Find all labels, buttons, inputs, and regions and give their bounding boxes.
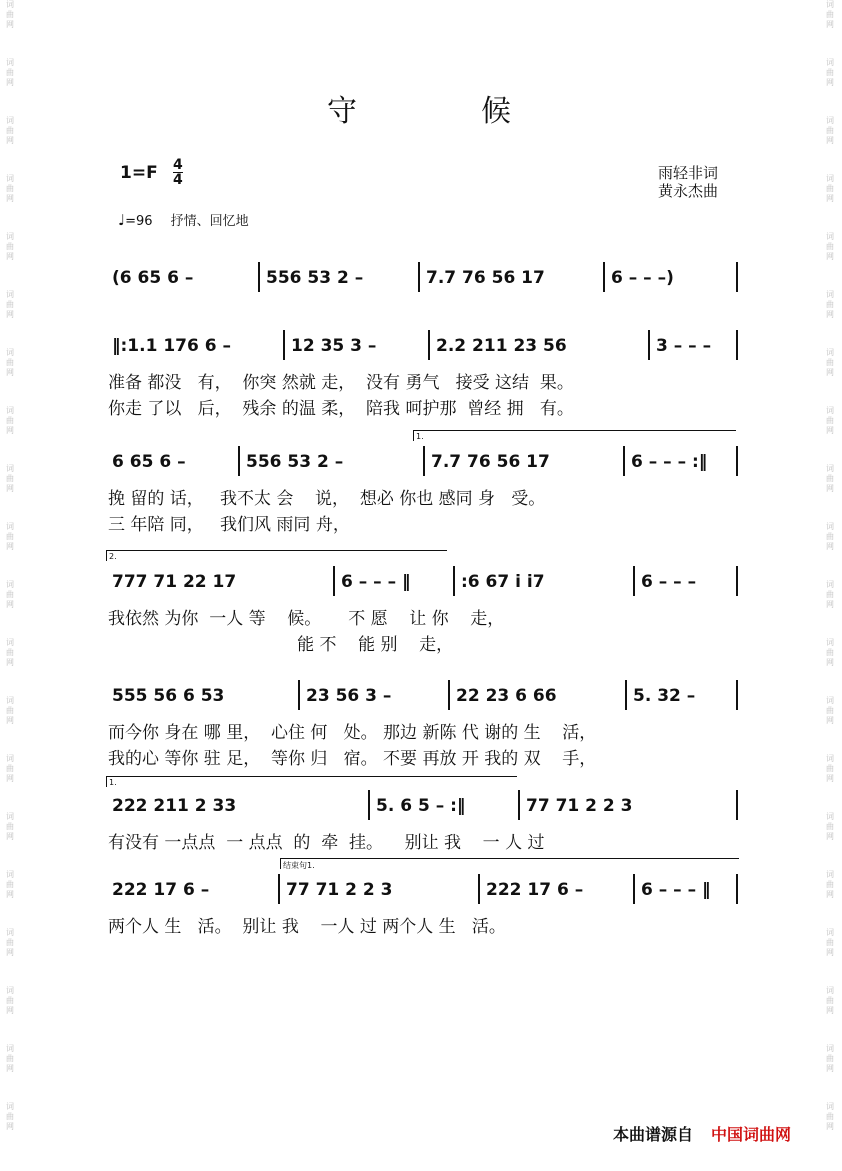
notation-row bbox=[108, 790, 738, 820]
watermark-tile: 词曲网 bbox=[6, 116, 14, 145]
song-title bbox=[0, 86, 842, 130]
quarter-note-icon: ♩ bbox=[118, 211, 126, 229]
volta-bracket bbox=[106, 776, 517, 787]
barline bbox=[633, 874, 635, 904]
barline bbox=[423, 446, 425, 476]
watermark-tile: 词曲网 bbox=[826, 58, 834, 87]
composer-credit: 黄永杰曲 bbox=[658, 182, 719, 200]
watermark-tile: 词曲网 bbox=[6, 986, 14, 1015]
watermark-left bbox=[2, 0, 18, 1171]
barline bbox=[625, 680, 627, 710]
barline bbox=[633, 566, 635, 596]
watermark-tile: 词曲网 bbox=[6, 522, 14, 551]
measure: 222 17 6 – bbox=[112, 880, 210, 900]
barline bbox=[278, 874, 280, 904]
barline bbox=[428, 330, 430, 360]
notation-row bbox=[108, 874, 738, 904]
lyric-line: 我依然 为你 一人 等 候。 不 愿 让 你 走， bbox=[108, 609, 505, 629]
barline-end bbox=[736, 566, 738, 596]
barline bbox=[418, 262, 420, 292]
watermark-tile: 词曲网 bbox=[826, 812, 834, 841]
watermark-tile: 词曲网 bbox=[6, 754, 14, 783]
watermark-tile: 词曲网 bbox=[826, 232, 834, 261]
measure: 77 71 2 2 3 bbox=[286, 880, 393, 900]
measure: 6 – – – ‖ bbox=[641, 880, 711, 900]
time-signature-bottom: 4 bbox=[173, 172, 183, 188]
measure: 12 35 3 – bbox=[291, 336, 377, 356]
measure: 222 17 6 – bbox=[486, 880, 584, 900]
notation-row bbox=[108, 566, 738, 596]
measure: 5. 32 – bbox=[633, 686, 696, 706]
measure: 6 – – –) bbox=[611, 268, 674, 288]
watermark-tile: 词曲网 bbox=[6, 638, 14, 667]
lyric-line: 我的心 等你 驻 足， 等你 归 宿。 不要 再放 开 我的 双 手， bbox=[108, 749, 597, 769]
measure: 777 71 22 17 bbox=[112, 572, 237, 592]
watermark-tile: 词曲网 bbox=[826, 348, 834, 377]
volta-bracket bbox=[413, 430, 736, 441]
lyric-line: 挽 留的 话， 我不太 会 说， 想必 你也 感同 身 受。 bbox=[108, 489, 546, 509]
barline bbox=[238, 446, 240, 476]
watermark-right bbox=[822, 0, 838, 1171]
watermark-tile: 词曲网 bbox=[6, 290, 14, 319]
watermark-tile: 词曲网 bbox=[826, 0, 834, 29]
score-line bbox=[108, 432, 738, 546]
measure: 2.2 211 23 56 bbox=[436, 336, 567, 356]
watermark-tile: 词曲网 bbox=[6, 696, 14, 725]
time-signature bbox=[173, 158, 183, 187]
volta-bracket bbox=[280, 858, 739, 869]
title-char-2: 候 bbox=[481, 94, 515, 129]
score-line bbox=[108, 552, 738, 666]
notation-row bbox=[108, 446, 738, 476]
footer-brand: 中国词曲网 bbox=[711, 1125, 792, 1144]
measure: 556 53 2 – bbox=[246, 452, 344, 472]
barline-end bbox=[736, 790, 738, 820]
watermark-tile: 词曲网 bbox=[826, 1102, 834, 1131]
watermark-tile: 词曲网 bbox=[826, 464, 834, 493]
barline bbox=[298, 680, 300, 710]
watermark-tile: 词曲网 bbox=[826, 754, 834, 783]
notation-row bbox=[108, 330, 738, 360]
barline bbox=[453, 566, 455, 596]
barline bbox=[623, 446, 625, 476]
barline-end bbox=[736, 874, 738, 904]
title-char-1: 守 bbox=[327, 94, 361, 129]
measure: (6 65 6 – bbox=[112, 268, 194, 288]
watermark-tile: 词曲网 bbox=[826, 522, 834, 551]
lyric-line: 你走 了以 后， 残余 的温 柔， 陪我 呵护那 曾经 拥 有。 bbox=[108, 399, 574, 419]
tempo-marking bbox=[118, 210, 249, 229]
watermark-tile: 词曲网 bbox=[826, 986, 834, 1015]
barline bbox=[648, 330, 650, 360]
measure: 6 – – – :‖ bbox=[631, 452, 708, 472]
lyric-line: 两个人 生 活。 别让 我 一人 过 两个人 生 活。 bbox=[108, 917, 506, 937]
measure: 22 23 6 66 bbox=[456, 686, 557, 706]
watermark-tile: 词曲网 bbox=[826, 174, 834, 203]
measure: 222 211 2 33 bbox=[112, 796, 237, 816]
watermark-tile: 词曲网 bbox=[826, 116, 834, 145]
measure: 23 56 3 – bbox=[306, 686, 392, 706]
measure: 3 – – – bbox=[656, 336, 712, 356]
measure: 6 – – – bbox=[641, 572, 697, 592]
watermark-tile: 词曲网 bbox=[6, 58, 14, 87]
watermark-tile: 词曲网 bbox=[6, 812, 14, 841]
watermark-tile: 词曲网 bbox=[826, 580, 834, 609]
watermark-tile: 词曲网 bbox=[826, 696, 834, 725]
measure: 555 56 6 53 bbox=[112, 686, 225, 706]
tempo-value: =96 bbox=[125, 214, 153, 229]
score-line bbox=[108, 861, 738, 974]
barline bbox=[603, 262, 605, 292]
barline bbox=[258, 262, 260, 292]
footer-source-label: 本曲谱源自 bbox=[613, 1125, 694, 1144]
barline bbox=[283, 330, 285, 360]
watermark-tile: 词曲网 bbox=[6, 1102, 14, 1131]
watermark-tile: 词曲网 bbox=[826, 928, 834, 957]
score-line bbox=[108, 330, 738, 430]
barline-end bbox=[736, 446, 738, 476]
barline-end bbox=[736, 262, 738, 292]
barline bbox=[368, 790, 370, 820]
measure: 556 53 2 – bbox=[266, 268, 364, 288]
watermark-tile: 词曲网 bbox=[6, 0, 14, 29]
volta-label: 结束句1. bbox=[283, 861, 315, 870]
barline bbox=[478, 874, 480, 904]
tempo-expression: 抒情、回忆地 bbox=[170, 214, 249, 229]
measure: 6 – – – ‖ bbox=[341, 572, 411, 592]
volta-bracket bbox=[106, 550, 447, 561]
measure: 5. 6 5 – :‖ bbox=[376, 796, 466, 816]
watermark-tile: 词曲网 bbox=[826, 406, 834, 435]
volta-label: 1. bbox=[109, 778, 117, 787]
watermark-tile: 词曲网 bbox=[6, 1044, 14, 1073]
watermark-tile: 词曲网 bbox=[826, 638, 834, 667]
measure: 77 71 2 2 3 bbox=[526, 796, 633, 816]
lyric-line: 三 年陪 同， 我们风 雨同 舟， bbox=[108, 515, 350, 535]
measure: :6 67 i i7 bbox=[461, 572, 545, 592]
measure: 7.7 76 56 17 bbox=[426, 268, 545, 288]
watermark-tile: 词曲网 bbox=[6, 464, 14, 493]
watermark-tile: 词曲网 bbox=[826, 870, 834, 899]
key-signature: 1=F bbox=[120, 163, 158, 183]
score-line bbox=[108, 680, 738, 780]
watermark-tile: 词曲网 bbox=[826, 290, 834, 319]
lyric-line: 而今你 身在 哪 里， 心住 何 处。 那边 新陈 代 谢的 生 活， bbox=[108, 723, 597, 743]
barline bbox=[448, 680, 450, 710]
watermark-tile: 词曲网 bbox=[826, 1044, 834, 1073]
watermark-tile: 词曲网 bbox=[6, 348, 14, 377]
measure: 6 65 6 – bbox=[112, 452, 186, 472]
watermark-tile: 词曲网 bbox=[6, 870, 14, 899]
barline bbox=[333, 566, 335, 596]
notation-row bbox=[108, 262, 738, 292]
volta-label: 2. bbox=[109, 552, 117, 561]
lyric-line: 能 不 能 别 走， bbox=[108, 635, 454, 655]
lyric-line: 有没有 一点点 一 点点 的 牵 挂。 别让 我 一 人 过 bbox=[108, 833, 545, 853]
watermark-tile: 词曲网 bbox=[6, 928, 14, 957]
watermark-tile: 词曲网 bbox=[6, 174, 14, 203]
lyricist-credit: 雨轻非词 bbox=[658, 164, 719, 182]
watermark-tile: 词曲网 bbox=[6, 406, 14, 435]
footer-source bbox=[613, 1122, 791, 1145]
measure: ‖:1.1 176 6 – bbox=[112, 336, 231, 356]
watermark-tile: 词曲网 bbox=[6, 232, 14, 261]
watermark-tile: 词曲网 bbox=[6, 580, 14, 609]
barline-end bbox=[736, 330, 738, 360]
barline-end bbox=[736, 680, 738, 710]
measure: 7.7 76 56 17 bbox=[431, 452, 550, 472]
barline bbox=[518, 790, 520, 820]
volta-label: 1. bbox=[416, 432, 424, 441]
lyric-line: 准备 都没 有， 你突 然就 走， 没有 勇气 接受 这结 果。 bbox=[108, 373, 574, 393]
notation-row bbox=[108, 680, 738, 710]
time-signature-top: 4 bbox=[173, 157, 183, 173]
